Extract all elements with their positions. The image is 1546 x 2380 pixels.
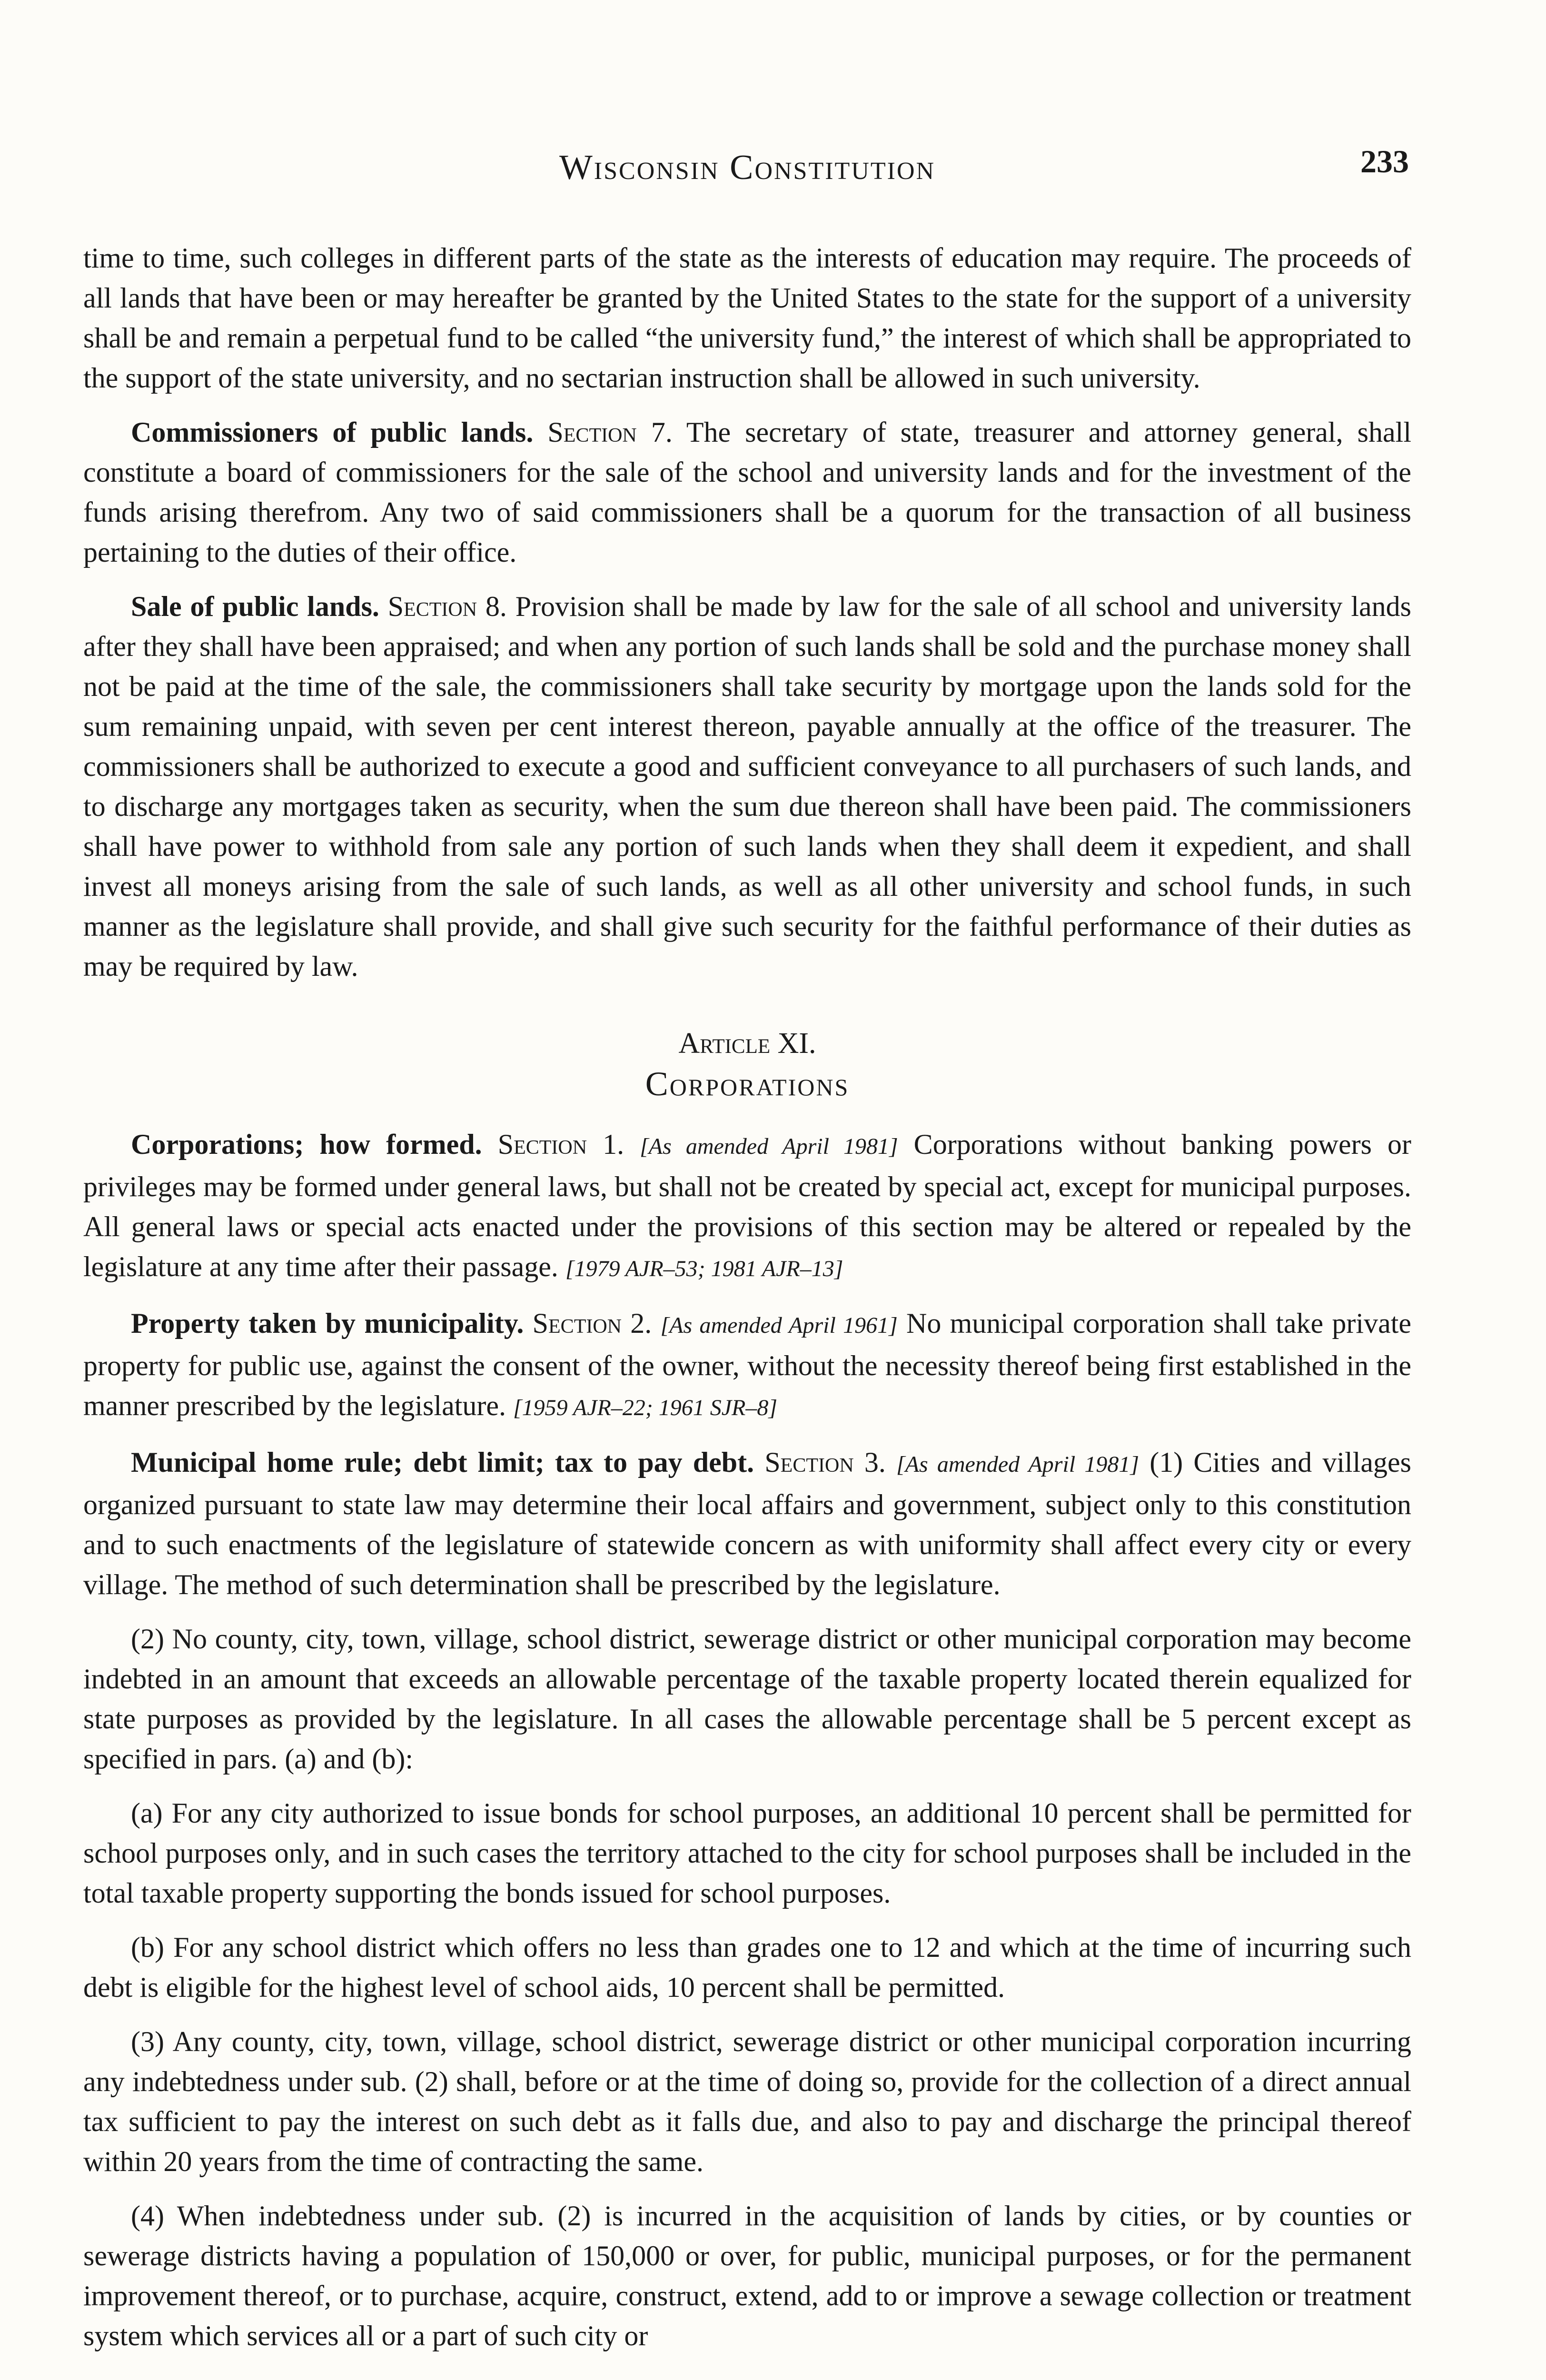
amendment-note: [As amended April 1981] (896, 1452, 1140, 1477)
section-heading: Municipal home rule; debt limit; tax to pay debt. (131, 1447, 754, 1478)
section-label: Section 1. (497, 1129, 624, 1160)
subsection-2-paragraph: (2) No county, city, town, village, school district, sewerage district or other municipal corporation may become indebted in an amount that exceeds an allowable percentage of the taxable property located therein equalized for state purposes as provided by the legislature. In all cases the allowable percentage shall be 5 percent except as specified in pars. (a) and (b): (83, 1623, 1411, 1775)
paragraph-continuation: time to time, such colleges in different parts of the state as the interests of education may require. The proceeds of all lands that have been or may hereafter be granted by the United States to the state for the support of a university shall be and remain a perpetual fund to be called “the university fund,” the interest of which shall be appropriated to the support of the state university, and no sectarian instruction shall be allowed in such university. (83, 242, 1411, 394)
section-label: Section 3. (764, 1447, 886, 1478)
body-text (83, 238, 1411, 2370)
section-heading: Corporations; how formed. (131, 1129, 482, 1160)
running-header (86, 143, 1409, 195)
article-label: Article XI. (678, 1027, 816, 1060)
article-heading (83, 1024, 1411, 1105)
article-title: Corporations (645, 1065, 850, 1103)
section-label: Section 7. (547, 416, 673, 448)
section-heading: Commissioners of public lands. (131, 416, 534, 448)
section-8-paragraph (83, 586, 1411, 986)
section-text: No municipal corporation shall take private property for public use, against the consent of the owner, without the necessity thereof being first established in the manner prescribed by the legislature. (83, 1308, 1412, 1421)
page-number: 233 (1360, 143, 1409, 179)
running-title: Wisconsin Constitution (559, 148, 936, 187)
subsection-2a-paragraph: (a) For any city authorized to issue bonds for school purposes, an additional 10 percent shall be permitted for school purposes only, and in such cases the territory attached to the city for school purposes shall be included in the total taxable property supporting the bonds issued for school purposes. (83, 1797, 1411, 1909)
article-section-1-paragraph (83, 1124, 1411, 1289)
section-text: The secretary of state, treasurer and attorney general, shall constitute a board of commissioners for the sale of the school and university lands and for the investment of the funds arising therefrom. Any two of said commissioners shall be a quorum for the transaction of all business pertaining to the duties of their office. (83, 416, 1411, 568)
section-label: Section 8. (387, 591, 507, 622)
section-text: (1) Cities and villages organized pursuant to state law may determine their local affairs and government, subject only to this constitution and to such enactments of the legislature of statewide concern as with uniformity shall affect every city or every village. The method of such determination shall be prescribed by the legislature. (83, 1447, 1412, 1600)
section-heading: Sale of public lands. (131, 591, 379, 622)
citation-note: [1979 AJR–53; 1981 AJR–13] (565, 1256, 843, 1281)
subsection-3-paragraph: (3) Any county, city, town, village, school district, sewerage district or other municipal corporation incurring any indebtedness under sub. (2) shall, before or at the time of doing so, provide for the collection of a direct annual tax sufficient to pay the interest on such debt as it falls due, and also to pay and discharge the principal thereof within 20 years from the time of contracting the same. (83, 2026, 1411, 2177)
citation-note: [1959 AJR–22; 1961 SJR–8] (513, 1395, 778, 1420)
amendment-note: [As amended April 1981] (640, 1134, 898, 1159)
subsection-4-paragraph: (4) When indebtedness under sub. (2) is incurred in the acquisition of lands by cities, or by counties or sewerage districts having a population of 150,000 or over, for public, municipal purposes, or for the permanent improvement thereof, or to purchase, acquire, construct, extend, add to or improve a sewage collection or treatment system which services all or a part of such city or (83, 2200, 1411, 2351)
article-section-2-paragraph (83, 1303, 1411, 1428)
section-text: Corporations without banking powers or privileges may be formed under general laws, but shall not be created by special act, except for municipal purposes. All general laws or special acts enacted under the provisions of this section may be altered or repealed by the legislature at any time after their passage. (83, 1129, 1412, 1282)
amendment-note: [As amended April 1961] (660, 1313, 898, 1338)
section-7-paragraph (83, 412, 1411, 572)
section-text: Provision shall be made by law for the sale of all school and university lands after they shall have been appraised; and when any portion of such lands shall be sold and the purchase money shall not be paid at the time of the sale, the commissioners shall take security by mortgage upon the lands sold for the sum remaining unpaid, with seven per cent interest thereon, payable annually at the office of the treasurer. The commissioners shall be authorized to execute a good and sufficient conveyance to all purchasers of such lands, and to discharge any mortgages taken as security, when the sum due thereon shall have been paid. The commissioners shall have power to withhold from sale any portion of such lands when they shall deem it expedient, and shall invest all moneys arising from the sale of such lands, as well as all other university and school funds, in such manner as the legislature shall provide, and shall give such security for the faithful performance of their duties as may be required by law. (83, 591, 1411, 982)
subsection-2b-paragraph: (b) For any school district which offers no less than grades one to 12 and which at the time of incurring such debt is eligible for the highest level of school aids, 10 percent shall be permitted. (83, 1932, 1411, 2003)
section-heading: Property taken by municipality. (131, 1308, 524, 1339)
article-section-3-paragraph (83, 1442, 1411, 1605)
section-label: Section 2. (532, 1308, 652, 1339)
